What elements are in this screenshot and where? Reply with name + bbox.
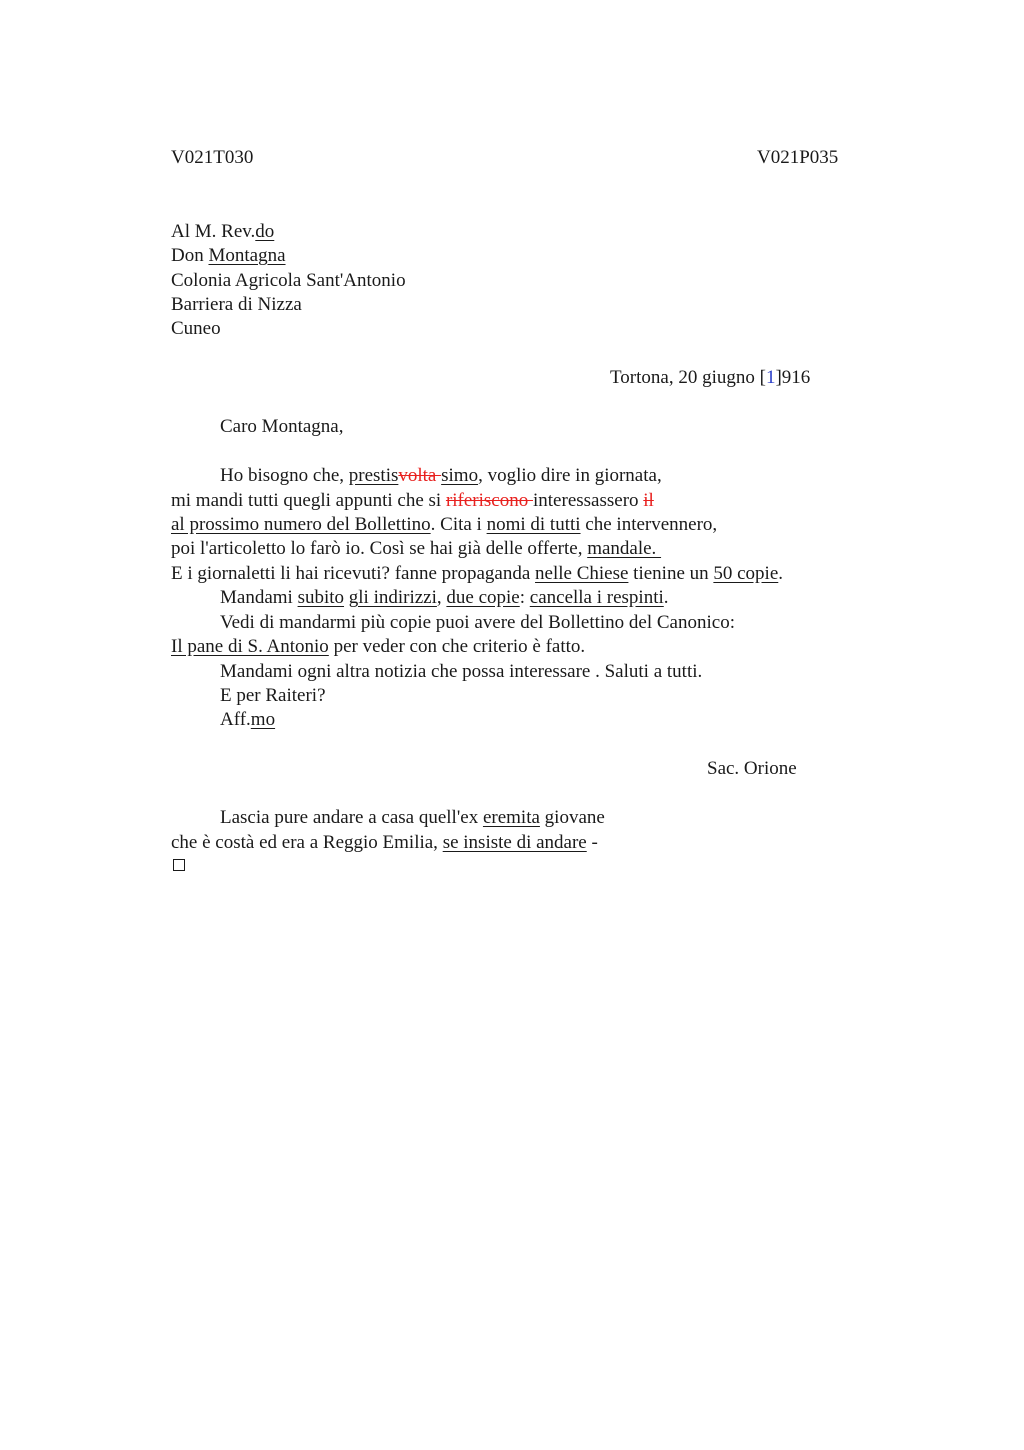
- underlined-text: mo: [250, 709, 276, 730]
- underlined-text: al prossimo numero del Bollettino: [171, 514, 431, 535]
- date-suffix: ]916: [775, 367, 811, 388]
- address-title-abbrev: do: [255, 221, 275, 242]
- text-run: Lascia pure andare a casa quell'ex: [220, 807, 483, 828]
- body-line-9: Mandami ogni altra notizia che possa interessare . Saluti a tutti.: [220, 661, 703, 682]
- text-run: tienine un: [628, 563, 714, 584]
- closing: [220, 708, 275, 732]
- address-line-5: Cuneo: [171, 318, 221, 339]
- letter-date: [610, 366, 810, 390]
- text-run: , voglio dire in giornata,: [478, 465, 662, 486]
- body-line-10: E per Raiteri?: [220, 685, 326, 706]
- underlined-text: gli indirizzi: [348, 587, 437, 608]
- address-line-1: [171, 220, 274, 244]
- deleted-text: il: [643, 490, 654, 511]
- address-title: Al M. Rev.: [171, 221, 256, 242]
- text-run: giovane: [539, 807, 605, 828]
- address-line-2: [171, 244, 286, 268]
- body-line-3: [171, 513, 717, 537]
- underlined-text: nomi di tutti: [486, 514, 581, 535]
- address-line-4: Barriera di Nizza: [171, 294, 302, 315]
- text-run: interessassero: [533, 490, 644, 511]
- address-don: Don: [171, 245, 209, 266]
- end-marker-box-icon: [173, 859, 185, 871]
- underlined-text: subito: [297, 587, 345, 608]
- text-run: ,: [436, 587, 447, 608]
- document-code-left: V021T030: [171, 147, 254, 168]
- underlined-text: Il pane di S. Antonio: [171, 636, 329, 657]
- text-run: . Cita i: [430, 514, 487, 535]
- deleted-text: volta: [398, 465, 442, 486]
- deleted-text: riferiscono: [445, 490, 533, 511]
- text-run: -: [586, 832, 598, 853]
- underlined-text: due copie: [446, 587, 520, 608]
- address-line-3: Colonia Agricola Sant'Antonio: [171, 270, 406, 291]
- underlined-text: mandale.: [587, 538, 662, 559]
- underlined-text: simo: [441, 465, 479, 486]
- underlined-text: se insiste di andare: [442, 832, 587, 853]
- body-line-4: [171, 537, 661, 561]
- body-line-6: [220, 586, 669, 610]
- text-run: mi mandi tutti quegli appunti che si: [171, 490, 446, 511]
- date-prefix: Tortona, 20 giugno [: [610, 367, 766, 388]
- underlined-text: nelle Chiese: [535, 563, 629, 584]
- underlined-text: eremita: [482, 807, 540, 828]
- underlined-text: cancella i respinti: [529, 587, 664, 608]
- document-code-right: V021P035: [757, 147, 839, 168]
- text-run: poi l'articoletto lo farò io. Così se hai già delle offerte,: [171, 538, 588, 559]
- underlined-text: prestis: [348, 465, 399, 486]
- text-run: E i giornaletti li hai ricevuti? fanne propaganda: [171, 563, 536, 584]
- salutation: Caro Montagna,: [220, 416, 344, 437]
- body-line-7: Vedi di mandarmi più copie puoi avere del Bollettino del Canonico:: [220, 612, 735, 633]
- text-run: Mandami: [220, 587, 298, 608]
- text-run: Aff.: [220, 709, 251, 730]
- body-line-2: [171, 489, 654, 513]
- text-run: per veder con che criterio è fatto.: [328, 636, 586, 657]
- underlined-text: 50 copie: [713, 563, 779, 584]
- text-run: :: [519, 587, 530, 608]
- text-run: Ho bisogno che,: [220, 465, 349, 486]
- postscript-line-2: [171, 831, 598, 855]
- date-editorial-digit: 1: [765, 367, 776, 388]
- body-line-5: [171, 562, 783, 586]
- body-line-1: [220, 464, 662, 488]
- text-run: che intervennero,: [580, 514, 718, 535]
- postscript-line-1: [220, 806, 605, 830]
- signature: Sac. Orione: [707, 758, 797, 779]
- text-run: .: [663, 587, 669, 608]
- text-run: .: [778, 563, 784, 584]
- address-recipient-name: Montagna: [208, 245, 286, 266]
- text-run: che è costà ed era a Reggio Emilia,: [171, 832, 443, 853]
- body-line-8: [171, 635, 585, 659]
